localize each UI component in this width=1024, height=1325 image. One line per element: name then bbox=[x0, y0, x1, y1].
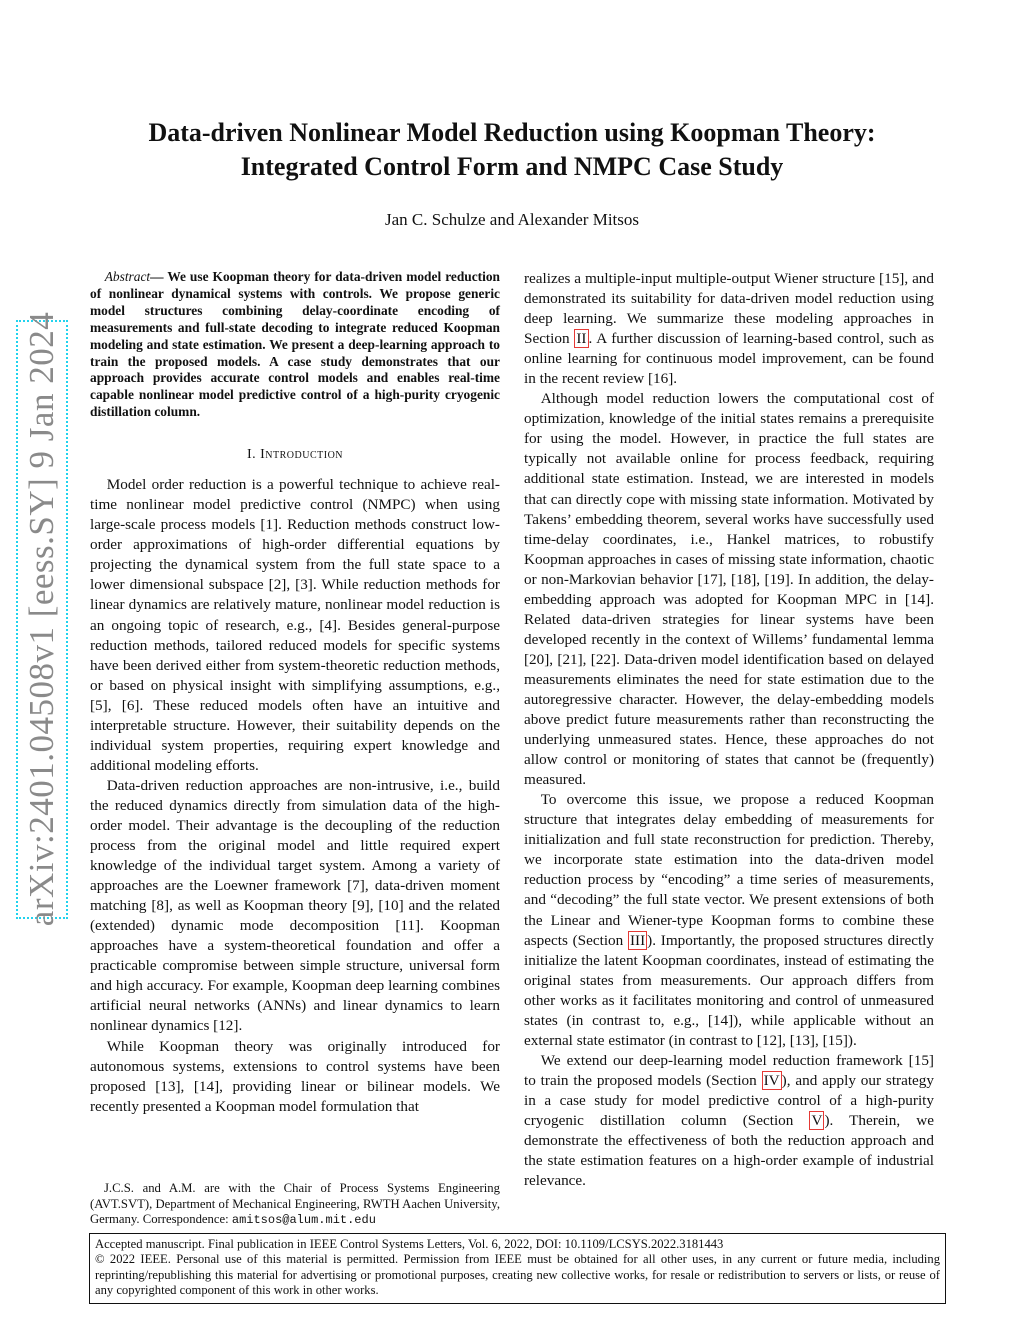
footnote-text: J.C.S. and A.M. are with the Chair of Process Systems Engineering (AVT.SVT), Department of Mechanical Engineering, RWTH Aachen University, Germany. Correspondence: bbox=[90, 1181, 500, 1226]
right-paragraph-1-text-a: realizes a multiple-input multiple-output Wiener structure [15], and demonstrated its suitability for data-driven model reduction using deep learning. We summarize these modeling approaches in Section bbox=[524, 270, 934, 348]
right-paragraph-1-text-b: . A further discussion of learning-based control, such as online learning for continuous model improvement, can be found in the recent review [16]. bbox=[524, 330, 934, 388]
section-link-iii[interactable]: III bbox=[629, 931, 646, 949]
paper-title-line-1: Data-driven Nonlinear Model Reduction using Koopman Theory: bbox=[148, 118, 876, 147]
left-column bbox=[90, 269, 500, 1117]
abstract-text: We use Koopman theory for data-driven model reduction of nonlinear dynamical systems with controls. We propose generic model structures combining delay-coordinate encoding of measurements and full-state decoding to integrate reduced Koopman modeling and state estimation. We present a deep-learning approach to train the proposed models. A case study demonstrates that our approach provides accurate control models and enables real-time capable nonlinear model predictive control of a high-purity cryogenic distillation column. bbox=[90, 269, 500, 420]
abstract bbox=[90, 269, 500, 421]
section-link-iv[interactable]: IV bbox=[763, 1071, 780, 1089]
copyright-text: © 2022 IEEE. Personal use of this material is permitted. Permission from IEEE must be obtained for all other uses, in any current or future media, including reprinting/republishing this material for advertising or promotional purposes, creating new collective works, for resale or redistribution to servers or lists, or reuse of any copyrighted component of this work in other works. bbox=[95, 1252, 940, 1298]
right-paragraph-4 bbox=[524, 1051, 934, 1191]
arxiv-watermark[interactable] bbox=[18, 311, 66, 927]
section-number: I. bbox=[246, 447, 261, 463]
intro-paragraph-1: Model order reduction is a powerful technique to achieve real-time nonlinear model predictive control (NMPC) when using large-scale process models [1]. Reduction methods construct low-order approximations of high-order differential equations by projecting the dynamical system from the full state space to a lower dimensional subspace [2], [3]. While reduction methods for linear dynamics are relatively mature, nonlinear model reduction is an ongoing topic of research, e.g., [4]. Besides general-purpose reduction methods, tailored reduced models for specific systems have been derived either from system-theoretic reduction methods, or based on physical insight with simplifying assumptions, e.g., [5], [6]. These reduced models often have an intuitive and interpretable structure. However, their suitability depends on the individual system properties, requiring expert knowledge and additional modeling efforts. bbox=[90, 476, 500, 774]
paper-title bbox=[0, 116, 1024, 184]
arxiv-id: arXiv:2401.04508v1 [eess.SY] 9 Jan 2024 bbox=[22, 311, 61, 927]
right-paragraph-4-text-c: ). Therein, we demonstrate the effectiveness of both the reduction approach and the state estimation features on a high-order example of industrial relevance. bbox=[524, 1111, 934, 1190]
section-link-ii[interactable]: II bbox=[576, 330, 587, 348]
author-footnote bbox=[90, 1181, 500, 1229]
intro-paragraph-3: While Koopman theory was originally introduced for autonomous systems, extensions to control systems have been proposed [13], [14], providing linear or bilinear models. We recently presented a Koopman model formulation that bbox=[90, 1037, 500, 1115]
right-paragraph-4-text-a: We extend our deep-learning model reduction framework [15] to train the proposed models (Section bbox=[524, 1051, 934, 1089]
paper-authors: Jan C. Schulze and Alexander Mitsos bbox=[384, 210, 639, 229]
right-paragraph-3 bbox=[524, 790, 934, 1051]
intro-paragraph-2: Data-driven reduction approaches are non-intrusive, i.e., build the reduced dynamics directly from simulation data of the high-order model. Their advantage is the decoupling of the reduction process from the original model and little required expert knowledge of the individual target system. Among a variety of approaches are the Loewner framework [7], data-driven moment matching [8], as well as Koopman theory [9], [10] and the related (extended) dynamic mode decomposition [11]. Koopman approaches have a system-theoretical foundation and offer a practicable compromise between simple structure, universal form and high accuracy. For example, Koopman deep learning combines artificial neural networks (ANNs) and linear dynamics to learn nonlinear dynamics [12]. bbox=[90, 776, 500, 1035]
copyright-notice-box bbox=[89, 1233, 946, 1304]
section-title: Introduction bbox=[260, 447, 344, 463]
right-paragraph-3-text-a: To overcome this issue, we propose a reduced Koopman structure that integrates delay embedding of measurements for initialization and full state reconstruction for prediction. Thereby, we incorporate state estimation into the data-driven model reduction process by “encoding” a time series of measurements, and “decoding” the full state vector. We present extensions of both the Linear and Wiener-type Koopman forms to combine these aspects (Section bbox=[524, 791, 934, 949]
paper-title-line-2: Integrated Control Form and NMPC Case Study bbox=[240, 152, 784, 181]
right-paragraph-3-text-b: ). Importantly, the proposed structures directly initialize the latent Koopman coordinates, instead of estimating the original states from measurements. Our approach differs from other works as it facilitates monitoring and control of unmeasured states (in contrast to, e.g., [14]), while applicable without an external state estimator (in contrast to [12], [13], [15]). bbox=[524, 931, 934, 1049]
abstract-dash: — bbox=[150, 269, 164, 284]
right-paragraph-1 bbox=[524, 269, 934, 389]
right-paragraph-2: Although model reduction lowers the computational cost of optimization, knowledge of the initial states remains a prerequisite for using the model. However, in practice the full states are typically not available online for process feedback, requiring additional state estimation. Instead, we are interested in models that can directly cope with missing state information. Motivated by Takens’ embedding theorem, several works have successfully used time-delay coordinates, i.e., Hankel matrices, to robustify Koopman approaches in cases of missing state information, chaotic or non-Markovian behavior [17], [18], [19]. In addition, the delay-embedding approach was adopted for Koopman MPC in [14]. Related data-driven strategies for linear systems have been developed recently in the context of Willems’ fundamental lemma [20], [21], [22]. Data-driven model identification based on delayed measurements eliminates the need for state estimation due to the autoregressive character. However, the delay-embedding models above predict future measurements rather than reconstructing the underlying unmeasured states. Hence, these approaches do not allow control or monitoring of states that cannot be (frequently) measured. bbox=[524, 390, 934, 789]
right-paragraph-4-text-b: ), and apply our strategy in a case study for model predictive control of a high-purity cryogenic distillation column (Section bbox=[524, 1071, 934, 1129]
correspondence-email[interactable]: amitsos@alum.mit.edu bbox=[231, 1213, 376, 1227]
section-heading-introduction bbox=[90, 445, 500, 465]
publication-note: Accepted manuscript. Final publication in IEEE Control Systems Letters, Vol. 6, 2022, DOI: 10.1109/LCSYS.2022.3181443 bbox=[95, 1237, 724, 1251]
right-column bbox=[524, 269, 934, 1191]
abstract-label: Abstract bbox=[104, 269, 151, 284]
section-link-v[interactable]: V bbox=[811, 1111, 823, 1129]
